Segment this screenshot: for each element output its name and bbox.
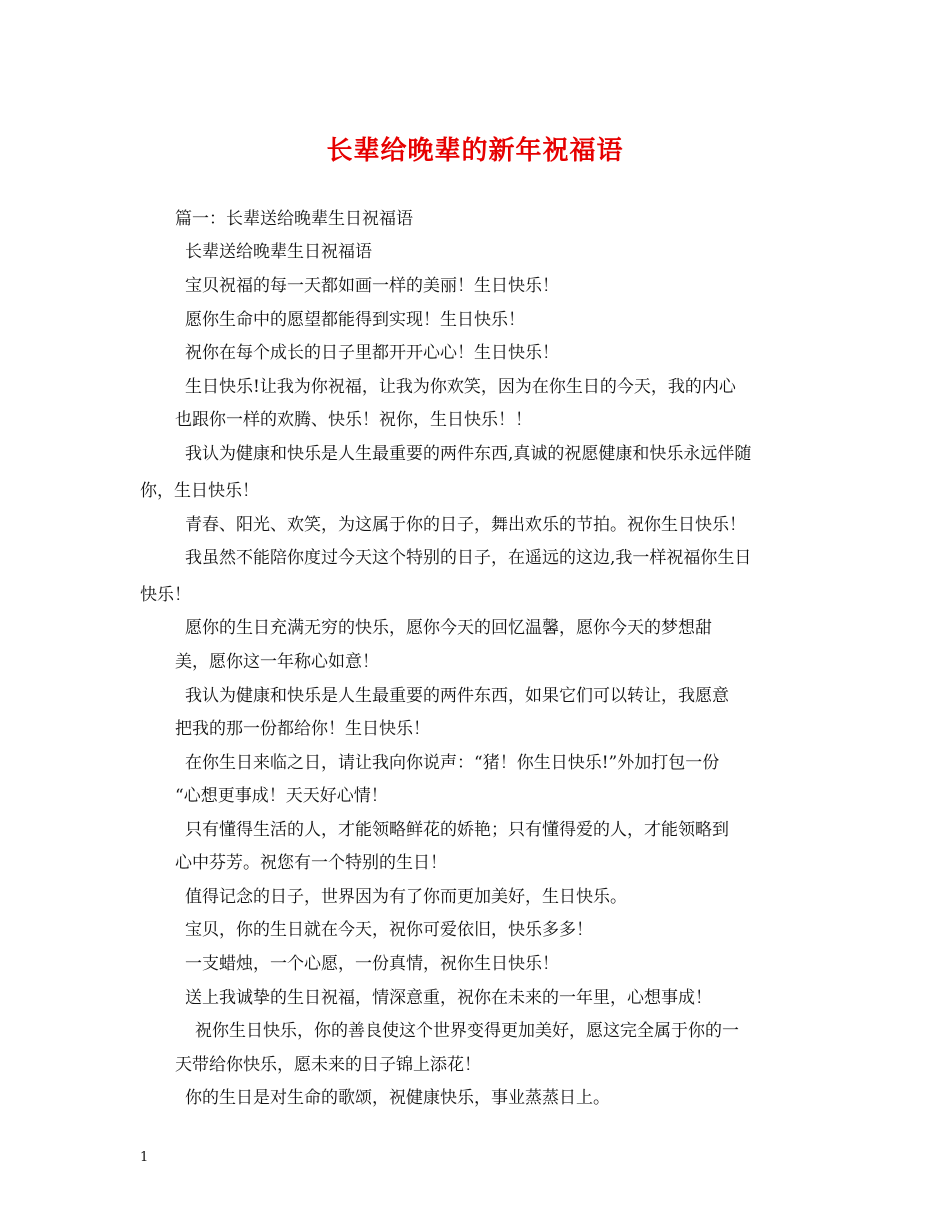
paragraph-line: 快乐！ bbox=[140, 585, 191, 605]
paragraph-line: 也跟你一样的欢腾、快乐！祝你，生日快乐！！ bbox=[175, 410, 532, 430]
paragraph-line: 在你生日来临之日，请让我向你说声：“猪！你生日快乐!”外加打包一份 bbox=[185, 753, 720, 773]
paragraph-line: 祝你在每个成长的日子里都开开心心！生日快乐！ bbox=[185, 343, 559, 363]
paragraph-line: 我虽然不能陪你度过今天这个特别的日子，在遥远的这边,我一样祝福你生日 bbox=[185, 548, 752, 568]
paragraph-line: 生日快乐!让我为你祝福，让我为你欢笑，因为在你生日的今天，我的内心 bbox=[185, 377, 736, 397]
paragraph-line: 我认为健康和快乐是人生最重要的两件东西，如果它们可以转让，我愿意 bbox=[185, 686, 729, 706]
paragraph-line: 宝贝祝福的每一天都如画一样的美丽！生日快乐！ bbox=[185, 276, 559, 296]
paragraph-line: 只有懂得生活的人，才能领略鲜花的娇艳；只有懂得爱的人，才能领略到 bbox=[185, 820, 729, 840]
paragraph-line: “心想更事成！天天好心情！ bbox=[175, 786, 388, 806]
paragraph-line: 值得记念的日子，世界因为有了你而更加美好，生日快乐。 bbox=[185, 887, 627, 907]
paragraph-line: 美，愿你这一年称心如意！ bbox=[175, 652, 379, 672]
paragraph-line: 青春、阳光、欢笑，为这属于你的日子，舞出欢乐的节拍。祝你生日快乐！ bbox=[185, 515, 746, 535]
paragraph-line: 一支蜡烛，一个心愿，一份真情，祝你生日快乐！ bbox=[185, 954, 559, 974]
paragraph-line: 送上我诚挚的生日祝福，情深意重，祝你在未来的一年里，心想事成！ bbox=[185, 988, 712, 1008]
paragraph-line: 天带给你快乐，愿未来的日子锦上添花！ bbox=[175, 1055, 481, 1075]
document-title: 长辈给晚辈的新年祝福语 bbox=[326, 136, 624, 166]
paragraph-line: 我认为健康和快乐是人生最重要的两件东西,真诚的祝愿健康和快乐永远伴随 bbox=[185, 444, 752, 464]
paragraph-line: 愿你的生日充满无穷的快乐，愿你今天的回忆温馨，愿你今天的梦想甜 bbox=[185, 618, 712, 638]
paragraph-line: 愿你生命中的愿望都能得到实现！生日快乐！ bbox=[185, 310, 525, 330]
paragraph-line: 宝贝，你的生日就在今天，祝你可爱依旧，快乐多多！ bbox=[185, 920, 593, 940]
paragraph-line: 心中芬芳。祝您有一个特别的生日！ bbox=[175, 853, 447, 873]
paragraph-line: 长辈送给晚辈生日祝福语 bbox=[185, 242, 372, 262]
paragraph-line: 篇一：长辈送给晚辈生日祝福语 bbox=[175, 209, 413, 229]
paragraph-line: 祝你生日快乐，你的善良使这个世界变得更加美好，愿这完全属于你的一 bbox=[195, 1021, 739, 1041]
page-number: 1 bbox=[140, 1150, 149, 1165]
paragraph-line: 把我的那一份都给你！生日快乐！ bbox=[175, 719, 430, 739]
paragraph-line: 你的生日是对生命的歌颂，祝健康快乐，事业蒸蒸日上。 bbox=[185, 1088, 610, 1108]
paragraph-line: 你，生日快乐！ bbox=[140, 481, 259, 501]
